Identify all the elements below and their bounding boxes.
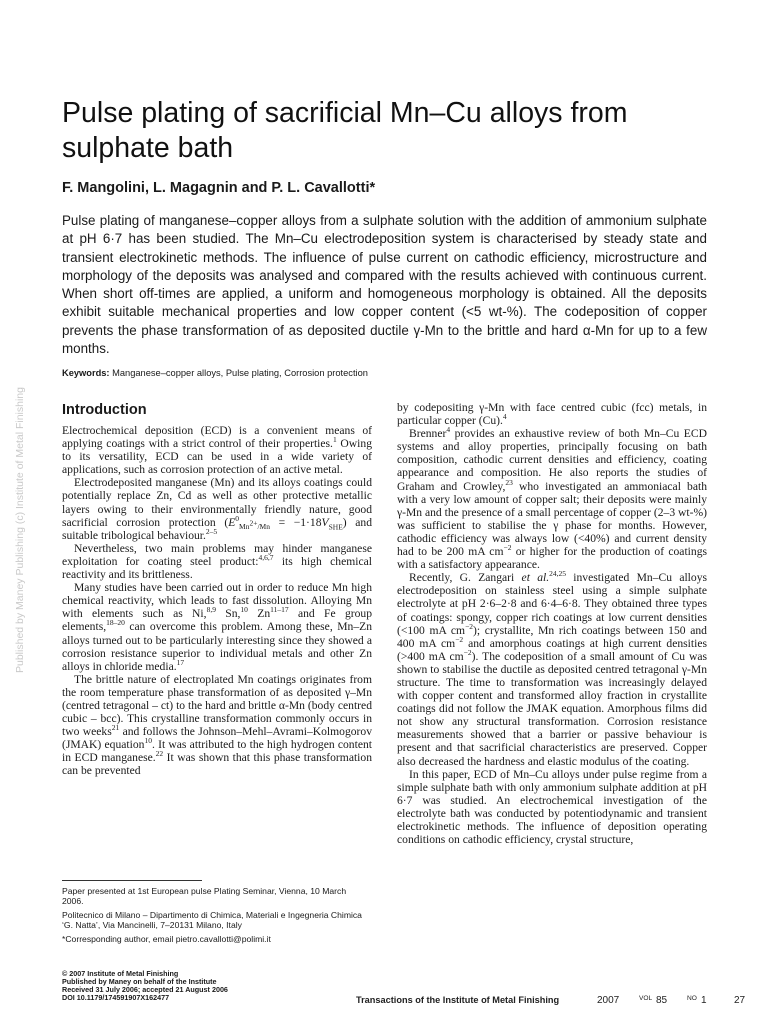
journal-name: Transactions of the Institute of Metal Finishing [356, 995, 560, 1005]
running-footer [356, 995, 748, 1007]
body-paragraph: The brittle nature of electroplated Mn coatings originates from the room temperature phase transformation of as deposited γ–Mn (centred tetragonal – ct) to the hard and brittle α-Mn (body centred cubic – bcc). This crystalline transformation commonly occurs in two weeks$^{21}$ and follows the Johnson–Mehl–Avrami–Kolmogorov (JMAK) equation$^{10}$. It was attributed to the high hydrogen content in ECD manganese.$^{22}$ It was shown that this phase transformation can be prevented [62, 672, 372, 778]
copyright-line: © 2007 Institute of Metal Finishing [62, 969, 179, 978]
issue-number: 1 [701, 995, 707, 1006]
watermark-text: Published by Maney Publishing (c) Institute of Metal Finishing [14, 387, 26, 673]
keywords-list: Manganese–copper alloys, Pulse plating, Corrosion protection [112, 368, 368, 378]
footnote-presented: Paper presented at 1st European pulse Plating Seminar, Vienna, 10 March 2006. [62, 886, 347, 907]
footnote-corresponding-author: *Corresponding author, email pietro.cavallotti@polimi.it [62, 933, 271, 944]
page-number: 27 [734, 995, 746, 1006]
issue-label: NO [687, 995, 697, 1002]
side-watermark [14, 345, 30, 685]
author-list: F. Mangolini, L. Magagnin and P. L. Cavallotti* [62, 180, 376, 196]
body-paragraph: In this paper, ECD of Mn–Cu alloys under pulse regime from a simple sulphate bath with only ammonium sulphate addition at pH 6·7 was studied. An electrochemical investigation of the electrolyte bath was conducted by potentiodynamic and transient electrokinetic methods. The influence of deposition operating conditions on cathodic efficiency, crystal structure, [397, 767, 707, 847]
footnotes [62, 886, 368, 947]
right-column [397, 401, 707, 846]
publisher-line: Published by Maney on behalf of the Institute [62, 977, 217, 987]
article-title: Pulse plating of sacrificial Mn–Cu alloys from sulphate bath [62, 97, 628, 164]
footnote-affiliation: Politecnico di Milano – Dipartimento di Chimica, Materiali e Ingegneria Chimica ‘G. Natta’, Via Mancinelli, 7–20131 Milano, Italy [62, 909, 362, 931]
body-paragraph: Nevertheless, two main problems may hinder manganese exploitation for coating steel product:$^{4,6,7}$ its high chemical reactivity and its brittleness. [62, 541, 372, 582]
body-paragraph: Electrochemical deposition (ECD) is a convenient means of applying coatings with a strict control of their properties.$^1$ Owing to its versatility, ECD can be used in a wide variety of applications, such as corrosion protection of an active metal. [62, 424, 372, 477]
body-paragraph: by codepositing γ-Mn with face centred cubic (fcc) metals, in particular copper (Cu).$^4$ [397, 401, 707, 428]
section-heading-introduction: Introduction [62, 402, 147, 418]
body-paragraph: Recently, G. Zangari et al.$^{24,25}$ investigated Mn–Cu alloys electrodeposition on stainless steel using a simple sulphate electrolyte at pH 2·6–2·8 and 6·4–6·8. They obtained three types of coatings: spongy, copper rich coatings at low current densities (<100 mA $cm^{-2}$); crystallite, Mn rich coatings between 150 and 400 mA $cm^{-2}$ and amorphous coatings at high current densities (>400 mA $cm^{-2}$). The codeposition of a small amount of Cu was shown to stabilise the ductile as deposited centred tetragonal γ-Mn structure. The time to transformation was increasingly delayed with copper content and transformed alloy fraction in crystallite coatings did not follow the JMAK equation. Amorphous films did not show any structural transformation. Corrosion resistance measurements showed that a barrier or passive behaviour is present and that sacrificial characteristics are preserved. Copper also decreased the hardness and elastic modulus of the coating. [397, 569, 708, 768]
keywords [62, 368, 368, 378]
left-column [62, 400, 372, 778]
issue-year: 2007 [597, 995, 620, 1006]
doi-line: DOI 10.1179/174591907X162477 [62, 993, 170, 1003]
volume-number: 85 [656, 995, 668, 1006]
body-paragraph: Electrodeposited manganese (Mn) and its alloys coatings could potentially replace Zn, Cd as well as other protective metallic layers owing to their environmentally friendly nature, good sacrificial corrosion protection $(E^0_{Mn^{2+}/Mn} = -1\cdot 18V_{SHE})$ and suitable tribological behaviour.$^{2-5}$ [62, 476, 372, 542]
body-paragraph: Brenner$^4$ provides an exhaustive review of both Mn–Cu ECD systems and alloy properties, principally focusing on bath composition, cathodic current densities and efficiency, coating appearance and composition. He also reports the studies of Graham and Crowley,$^{23}$ who investigated an ammoniacal bath with a very low amount of copper salt; their deposits were mainly γ-Mn and the presence of a small percentage of copper (2–3 wt-%) was sufficient to stabilise the γ phase for months. However, cathodic efficiency was always low (<40%) and current density had to be 200 mA $cm^{-2}$ or higher for the production of coatings with a satisfactory appearance. [397, 425, 708, 572]
abstract: Pulse plating of manganese–copper alloys from a sulphate solution with the addition of ammonium sulphate at pH 6·7 has been studied. The Mn–Cu electrodeposition system is characterised by steady state and transient electrokinetic methods. The influence of pulse current on cathodic efficiency, microstructure and morphology of the deposits was analysed and compared with the results achieved with continuous current. When short off-times are applied, a uniform and homogeneous morphology is obtained. All the deposits exhibit suitable mechanical properties and low copper content (<5 wt-%). The codeposition of copper prevents the phase transformation of as deposited ductile γ-Mn to the brittle and hard α-Mn for up to a few months. [62, 213, 707, 357]
publication-imprint [62, 970, 322, 1002]
body-paragraph: Many studies have been carried out in order to reduce Mn high chemical reactivity, which leads to fast dissolution. Alloying Mn with elements such as Ni,$^{8,9}$ Sn,$^{10}$ Zn$^{11-17}$ and Fe group elements,$^{18-20}$ can overcome this problem. Among these, Mn–Zn alloys turned out to be particularly interesting since they showed a corrosion resistance superior to individual metals and other Zn alloys in chloride media.$^{17}$ [62, 581, 373, 673]
keywords-label: Keywords: [62, 368, 110, 378]
footnote-rule [62, 880, 202, 881]
received-line: Received 31 July 2006; accepted 21 August 2006 [62, 985, 228, 995]
volume-label: VOL [639, 995, 653, 1002]
